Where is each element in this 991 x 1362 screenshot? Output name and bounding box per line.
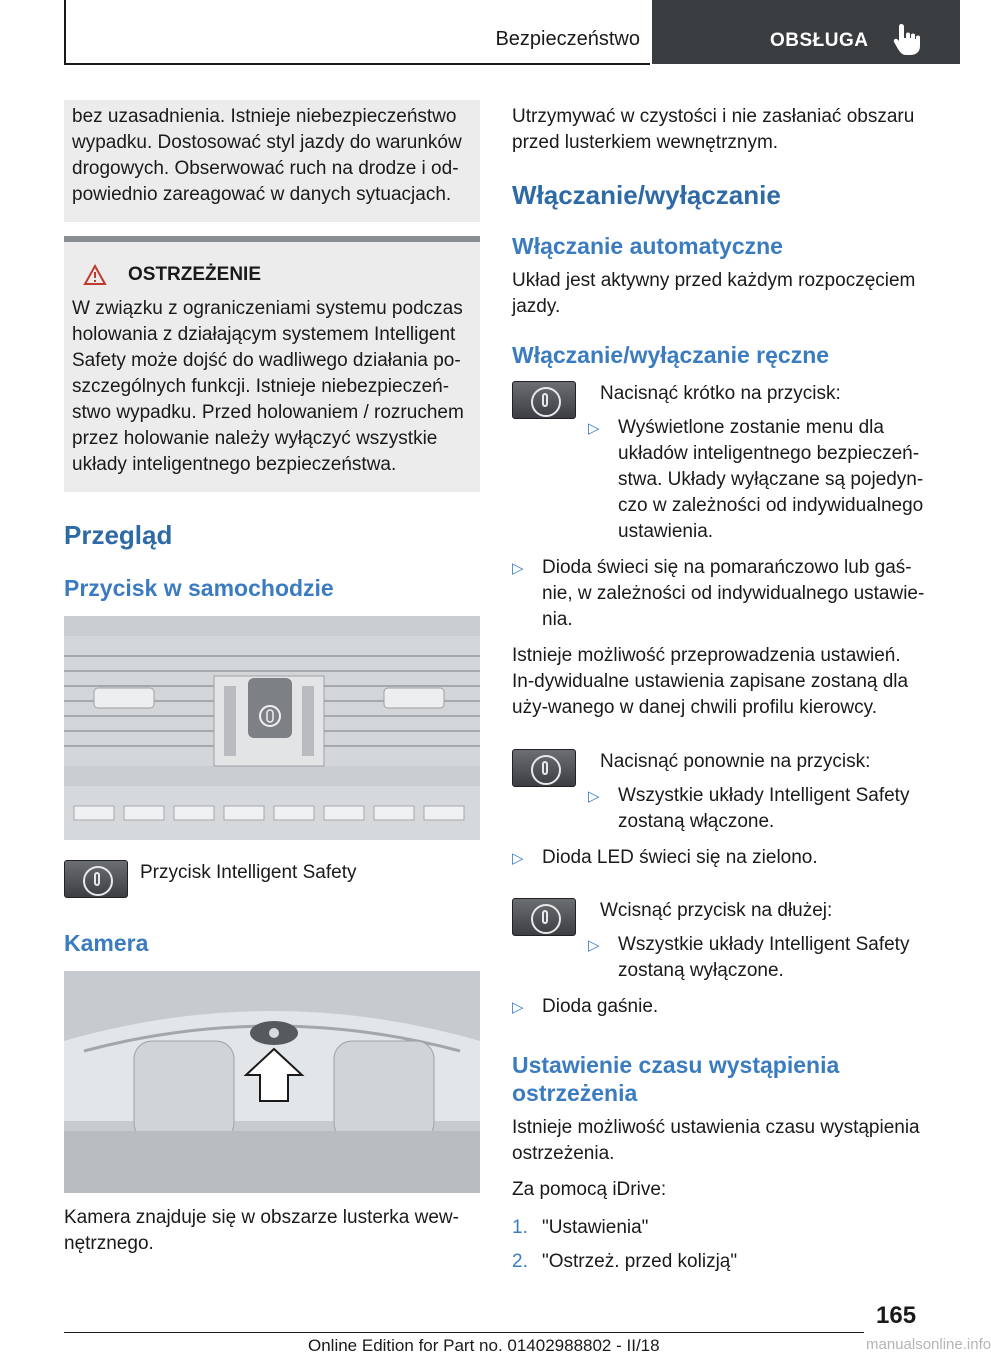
camera-text: Kamera znajduje się w obszarze lusterka wew-nętrznego.: [64, 1207, 459, 1254]
note-box: [64, 100, 480, 222]
dashboard-illustration: [64, 616, 480, 840]
button-caption: Przycisk Intelligent Safety: [140, 862, 357, 883]
footer-rule: [64, 1332, 864, 1333]
step2-bullet-text: Dioda LED świeci się na zielono.: [542, 847, 818, 868]
heading-auto: Włączanie automatyczne: [512, 233, 783, 259]
right-column: [512, 100, 926, 1275]
header-rule-bottom: [64, 63, 650, 65]
heading-on-off: Włączanie/wyłączanie: [512, 180, 781, 210]
camera-photo: [64, 971, 480, 1193]
triangle-bullet-icon: ▷: [512, 999, 524, 1016]
step2-bullet: [512, 845, 926, 872]
step3-sub-item: [588, 932, 926, 984]
auto-text: Układ jest aktywny przed każdym rozpoczęciem jazdy.: [512, 270, 916, 317]
step3-bullet-text: Dioda gaśnie.: [542, 996, 659, 1017]
watermark: manualsonline.info: [866, 1336, 991, 1353]
note-text: bez uzasadnienia. Istnieje niebezpieczeństwo wypadku. Dostosować styl jazdy do warunków drogowych. Obserwować ruch na drodze i od-powiednio zareagować w danych sytuacjach.: [72, 106, 462, 205]
step1-bullet-text: Dioda świeci się na pomarańczowo lub gaś-nie, w zależności od indywidualnego ustawie-nia.: [542, 557, 925, 630]
dashboard-photo: [64, 616, 480, 840]
intelligent-safety-button-icon: [64, 860, 128, 898]
triangle-bullet-icon: ▷: [512, 560, 524, 577]
heading-warning-timing: Ustawienie czasu wystąpienia ostrzeżenia: [512, 1052, 840, 1106]
list-number: 2.: [512, 1251, 528, 1272]
list-text: "Ostrzeż. przed kolizją": [542, 1251, 738, 1272]
step3-bullet: [512, 994, 926, 1021]
footer-edition: Online Edition for Part no. 01402988802 - II/18: [308, 1336, 660, 1355]
warning-title-text: OSTRZEŻENIE: [128, 264, 262, 285]
triangle-bullet-icon: ▷: [588, 937, 600, 954]
intro-text: Utrzymywać w czystości i nie zasłaniać obszaru przed lusterkiem wewnętrznym.: [512, 106, 915, 153]
step1-sub-text: Wyświetlone zostanie menu dla układów inteligentnego bezpieczeń-stwa. Układy wyłączane są pojedyn-czo w zależności od indywidualnego ustawienia.: [618, 417, 924, 542]
triangle-bullet-icon: ▷: [512, 850, 524, 867]
list-text: "Ustawienia": [542, 1217, 649, 1238]
header-section-title: Bezpieczeństwo: [495, 28, 640, 50]
warning-title: [72, 264, 472, 286]
step2-sub-item: [588, 783, 926, 835]
intelligent-safety-button-icon: [512, 898, 576, 936]
warning-text: W związku z ograniczeniami systemu podczas holowania z działającym systemem Intelligent Safety może dojść do wadliwego działania po-szczególnych funkcji. Istnieje niebezpieczeń-stwo wypadku. Przed holowaniem / rozruchem przez holowanie należy wyłączyć wszystkie układy inteligentnego bezpieczeństwa.: [72, 298, 464, 475]
step1-bullet: [512, 555, 926, 633]
header-rule-left: [64, 0, 66, 64]
heading-camera: Kamera: [64, 930, 149, 956]
page-number: 165: [876, 1302, 917, 1329]
triangle-bullet-icon: ▷: [588, 420, 600, 437]
step2-row: [512, 749, 926, 835]
triangle-bullet-icon: ▷: [588, 788, 600, 805]
left-column: [64, 100, 480, 1257]
button-caption-row: [64, 860, 480, 898]
step3-sub-text: Wszystkie układy Intelligent Safety zostaną wyłączone.: [618, 934, 910, 981]
idrive-text: Za pomocą iDrive:: [512, 1179, 667, 1200]
intelligent-safety-button-icon: [512, 381, 576, 419]
heading-overview: Przegląd: [64, 520, 173, 550]
heading-manual: Włączanie/wyłączanie ręczne: [512, 342, 830, 368]
intelligent-safety-button-icon: [512, 749, 576, 787]
step2-text: Nacisnąć ponownie na przycisk:: [600, 751, 871, 772]
warning-box: [64, 236, 480, 492]
step2-sub-text: Wszystkie układy Intelligent Safety zostaną włączone.: [618, 785, 910, 832]
warning-triangle-icon: [84, 265, 106, 285]
list-number: 1.: [512, 1217, 528, 1238]
heading-button: Przycisk w samochodzie: [64, 575, 334, 601]
step1-row: [512, 381, 926, 545]
list-item: [512, 1215, 926, 1241]
step3-row: [512, 898, 926, 984]
step1-text: Nacisnąć krótko na przycisk:: [600, 383, 841, 404]
settings-note: Istnieje możliwość przeprowadzenia ustawień. In-dywidualne ustawienia zapisane zostaną dla uży-wanego w danej chwili profilu kierowcy.: [512, 645, 909, 718]
timing-text: Istnieje możliwość ustawienia czasu wystąpienia ostrzeżenia.: [512, 1117, 920, 1164]
step3-text: Wcisnąć przycisk na dłużej:: [600, 900, 833, 921]
hand-pointer-icon: [892, 22, 924, 56]
list-item: [512, 1249, 926, 1275]
camera-illustration: [64, 971, 480, 1193]
step1-sub-item: [588, 415, 926, 545]
header-tab-label: OBSŁUGA: [770, 30, 869, 51]
